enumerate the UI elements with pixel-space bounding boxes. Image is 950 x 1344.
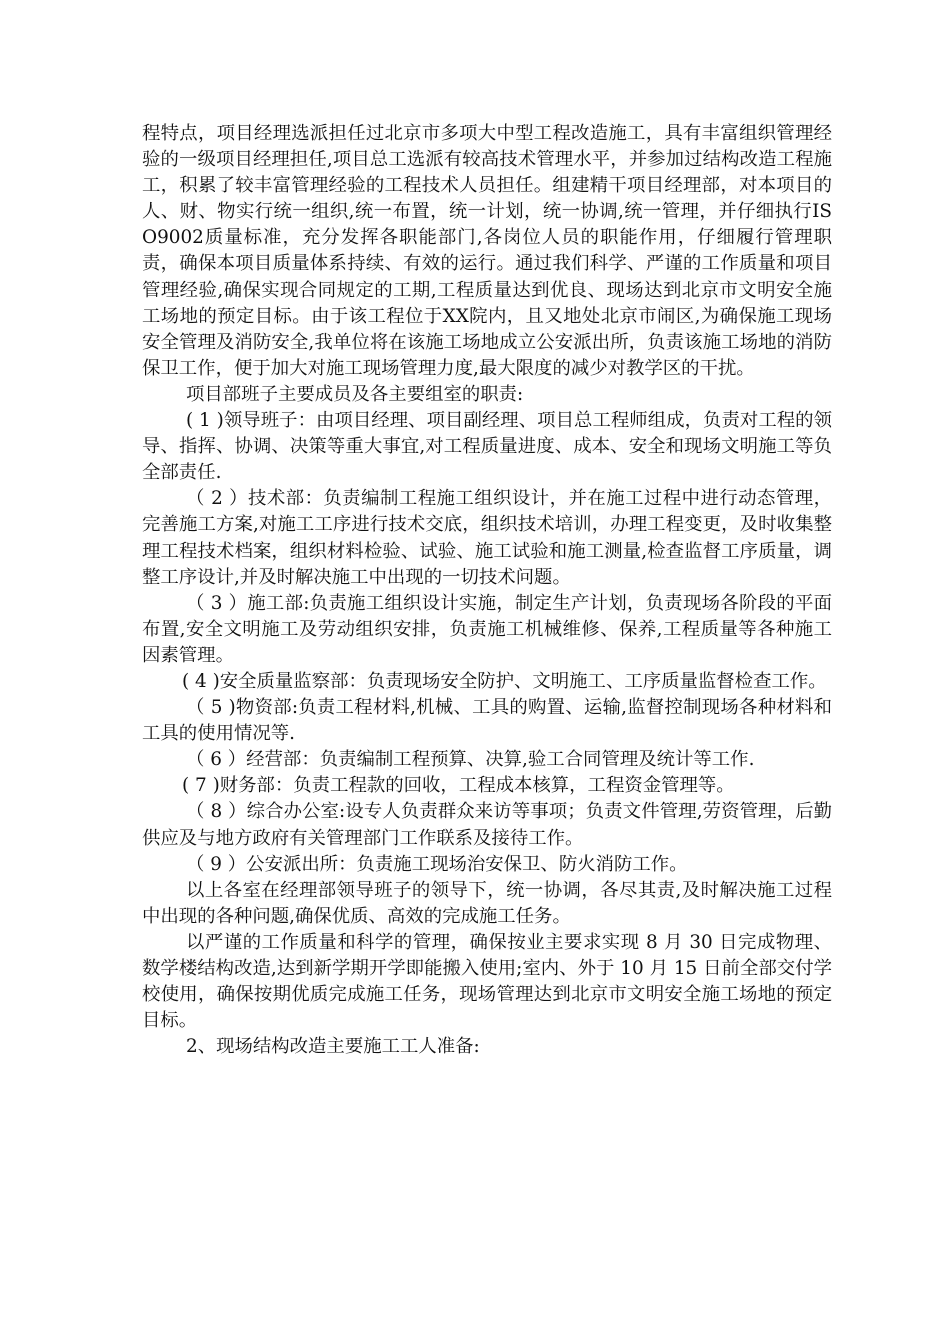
list-item-finance-department: ( 7 )财务部：负责工程款的回收，工程成本核算，工程资金管理等。 xyxy=(182,775,735,797)
paragraph-duties-heading: 项目部班子主要成员及各主要组室的职责: xyxy=(186,383,524,405)
list-item-police-station: （ 9 ）公安派出所：负责施工现场治安保卫、防火消防工作。 xyxy=(186,853,688,875)
list-item-construction-department: （ 3 ）施工部:负责施工组织设计实施，制定生产计划，负责现场各阶段的平面布置,安全文明施工及劳动组织安排，负责施工机械维修、保养,工程质量等各种施工因素管理。 xyxy=(142,592,832,666)
paragraph-summary-coordination: 以上各室在经理部领导班子的领导下，统一协调，各尽其责,及时解决施工过程中出现的各种问题,确保优质、高效的完成施工任务。 xyxy=(142,879,832,927)
list-item-general-office: （ 8 ）综合办公室:设专人负责群众来访等事项；负责文件管理,劳资管理，后勤供应及与地方政府有关管理部门工作联系及接待工作。 xyxy=(142,801,832,849)
paragraph-project-manager-selection: 程特点，项目经理选派担任过北京市多项大中型工程改造施工，具有丰富组织管理经验的一级项目经理担任,项目总工选派有较高技术管理水平，并参加过结构改造工程施工，积累了较丰富管理经验的工程技术人员担任。组建精干项目经理部，对本项目的人、财、物实行统一组织,统一布置，统一计划，统一协调,统一管理，并仔细执行ISO9002质量标准，充分发挥各职能部门,各岗位人员的职能作用，仔细履行管理职责，确保本项目质量体系持续、有效的运行。通过我们科学、严谨的工作质量和项目管理经验,确保实现合同规定的工期,工程质量达到优良、现场达到北京市文明安全施工场地的预定目标。由于该工程位于XX院内，且又地处北京市闹区,为确保施工现场安全管理及消防安全,我单位将在该施工场地成立公安派出所，负责该施工场地的消防保卫工作，便于加大对施工现场管理力度,最大限度的减少对教学区的干扰。 xyxy=(142,123,832,379)
list-item-technical-department: （ 2 ）技术部：负责编制工程施工组织设计，并在施工过程中进行动态管理，完善施工方案,对施工工序进行技术交底，组织技术培训，办理工程变更，及时收集整理工程技术档案，组织材料检验、试验、施工试验和施工测量,检查监督工序质量，调整工序设计,并及时解决施工中出现的一切技术问题。 xyxy=(142,488,832,588)
paragraph-summary-schedule: 以严谨的工作质量和科学的管理，确保按业主要求实现 8 月 30 日完成物理、数学楼结构改造,达到新学期开学即能搬入使用;室内、外于 10 月 15 日前全部交付学校使用，确保按期优质完成施工任务，现场管理达到北京市文明安全施工场地的预定目标。 xyxy=(142,931,832,1032)
list-item-safety-quality-department: ( 4 )安全质量监察部：负责现场安全防护、文明施工、工序质量监督检查工作。 xyxy=(182,670,827,692)
list-item-leadership-team: ( 1 )领导班子：由项目经理、项目副经理、项目总工程师组成，负责对工程的领导、指挥、协调、决策等重大事宜,对工程质量进度、成本、安全和现场文明施工等负全部责任. xyxy=(142,410,832,484)
list-item-business-department: （ 6 ）经营部：负责编制工程预算、决算,验工合同管理及统计等工作. xyxy=(186,749,755,771)
section-heading-workers-preparation: 2、现场结构改造主要施工工人准备: xyxy=(186,1036,480,1058)
document-page xyxy=(142,121,832,1060)
list-item-materials-department: （ 5 )物资部:负责工程材料,机械、工具的购置、运输,监督控制现场各种材料和工具的使用情况等. xyxy=(142,697,832,745)
